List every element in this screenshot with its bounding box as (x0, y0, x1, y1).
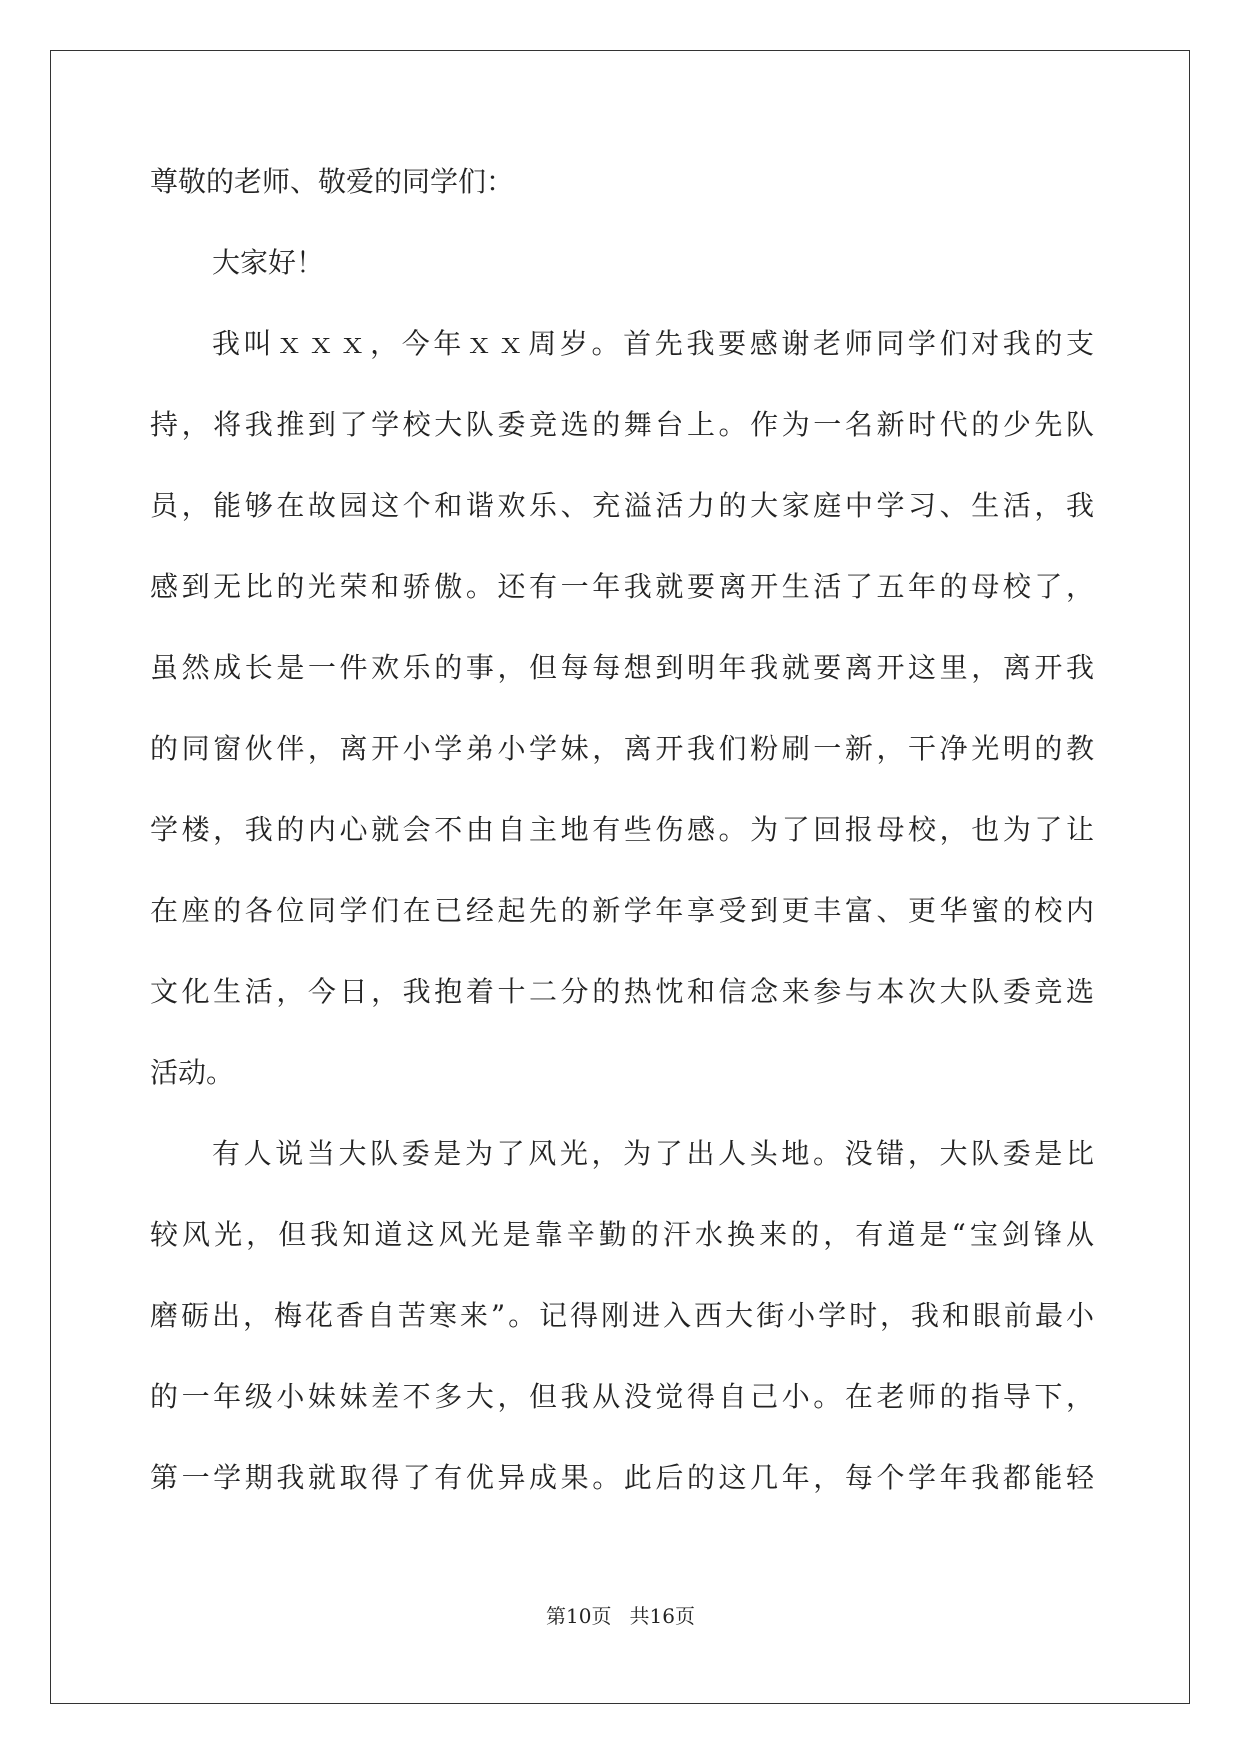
paragraph-line: 的一年级小妹妹差不多大，但我从没觉得自己小。在老师的指导下， (150, 1380, 1094, 1413)
page-number: 第10页 (546, 1604, 612, 1628)
paragraph-line: 在座的各位同学们在已经起先的新学年享受到更丰富、更华蜜的校内 (150, 894, 1094, 927)
paragraph-line: 员，能够在故园这个和谐欢乐、充溢活力的大家庭中学习、生活，我 (150, 489, 1094, 522)
paragraph-line: 我叫ｘｘｘ，今年ｘｘ周岁。首先我要感谢老师同学们对我的支 (212, 327, 1094, 360)
paragraph-line: 磨砺出，梅花香自苦寒来”。记得刚进入西大街小学时，我和眼前最小 (150, 1299, 1094, 1332)
page-total: 共16页 (629, 1604, 695, 1628)
paragraph-line: 文化生活，今日，我抱着十二分的热忱和信念来参与本次大队委竞选 (150, 975, 1094, 1008)
paragraph-line: 活动。 (150, 1056, 235, 1089)
greeting: 大家好！ (212, 246, 325, 279)
paragraph-line: 的同窗伙伴，离开小学弟小学妹，离开我们粉刷一新，干净光明的教 (150, 732, 1094, 765)
paragraph-line: 较风光，但我知道这风光是靠辛勤的汗水换来的，有道是“宝剑锋从 (150, 1218, 1094, 1251)
salutation-line (150, 165, 1094, 249)
salutation: 尊敬的老师、敬爱的同学们： (150, 165, 515, 198)
greeting-line (150, 246, 1094, 330)
paragraph-line: 有人说当大队委是为了风光，为了出人头地。没错，大队委是比 (212, 1137, 1094, 1170)
paragraph-line: 虽然成长是一件欢乐的事，但每每想到明年我就要离开这里，离开我 (150, 651, 1094, 684)
document-body (150, 165, 1094, 1545)
page-footer (0, 1600, 1241, 1629)
paragraph-line: 感到无比的光荣和骄傲。还有一年我就要离开生活了五年的母校了， (150, 570, 1094, 603)
paragraph-line: 持，将我推到了学校大队委竞选的舞台上。作为一名新时代的少先队 (150, 408, 1094, 441)
paragraph-line: 学楼，我的内心就会不由自主地有些伤感。为了回报母校，也为了让 (150, 813, 1094, 846)
paragraph-line: 第一学期我就取得了有优异成果。此后的这几年，每个学年我都能轻 (150, 1461, 1094, 1494)
